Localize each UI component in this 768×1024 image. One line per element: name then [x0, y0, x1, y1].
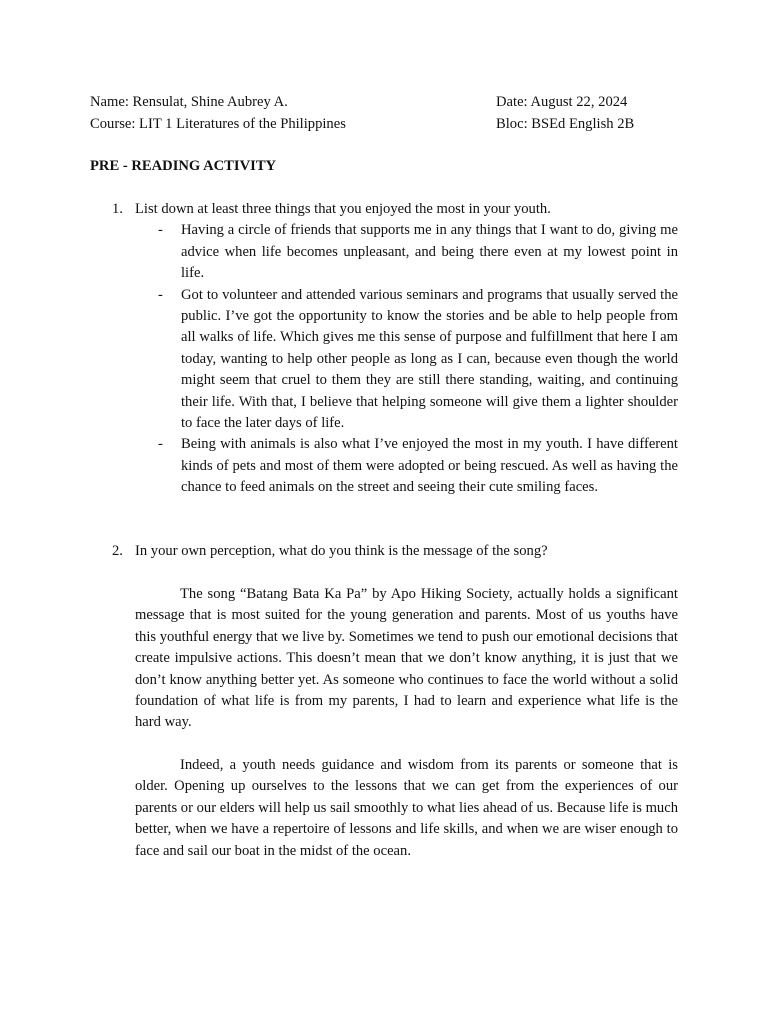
question-1-prompt [90, 199, 690, 220]
question-1-number: 1. [112, 201, 123, 217]
list-item [90, 285, 678, 435]
list-item-text: Got to volunteer and attended various seminars and programs that usually served the public. I’ve got the opportunity to know the stories and be able to help people from all walks of life. Which gives me this sense of purpose and fulfillment that here I am today, wanting to help other people as long as I can, because even though the world might seem that cruel to them they are still there standing, waiting, and continuing their life. With that, I believe that helping someone will give them a lighter shoulder to face the later days of life. [181, 286, 678, 432]
bullet-dash: - [158, 436, 163, 453]
bullet-dash: - [158, 286, 163, 303]
activity-title: PRE - READING ACTIVITY [90, 158, 277, 174]
list-item-text: Being with animals is also what I’ve enjoyed the most in my youth. I have different kinds of pets and most of them were adopted or being rescued. As well as having the chance to feed animals on the street and seeing their cute smiling faces. [181, 436, 678, 496]
question-1-text: List down at least three things that you enjoyed the most in your youth. [135, 201, 551, 217]
question-2-number: 2. [112, 543, 123, 559]
list-item [90, 220, 678, 284]
answer-2-paragraph-2: Indeed, a youth needs guidance and wisdom from its parents or someone that is older. Opening up ourselves to the lessons that we can get from the experiences of our parents or our elders will help us sail smoothly to what lies ahead of us. Because life is much better, when we have a repertoire of lessons and life skills, and when we are wiser enough to face and sail our boat in the midst of the ocean. [135, 757, 678, 859]
question-1 [90, 199, 690, 499]
header-row-1 [90, 92, 690, 114]
course-name: Course: LIT 1 Literatures of the Philippines [90, 116, 346, 132]
bloc-name: Bloc: BSEd English 2B [496, 116, 635, 132]
list-item-text: Having a circle of friends that supports me in any things that I want to do, giving me advice when life becomes unpleasant, and being there even at my lowest point in life. [181, 222, 678, 282]
bullet-dash: - [158, 222, 163, 239]
student-name: Name: Rensulat, Shine Aubrey A. [90, 94, 288, 110]
submission-date: Date: August 22, 2024 [496, 94, 628, 110]
answer-1-list [90, 220, 690, 498]
question-2 [90, 541, 690, 562]
answer-2-paragraph-1: The song “Batang Bata Ka Pa” by Apo Hiking Society, actually holds a significant message that is most suited for the young generation and parents. Most of us youths have this youthful energy that we live by. Sometimes we tend to push our emotional decisions that create impulsive actions. This doesn’t mean that we don’t know anything, it is just that we don’t know anything better yet. As someone who continues to face the world without a solid foundation of what life is from my parents, I had to learn and experience what life is the hard way. [135, 586, 678, 731]
question-2-prompt [90, 541, 690, 562]
document-header [90, 92, 690, 136]
header-row-2 [90, 114, 690, 136]
list-item [90, 434, 678, 498]
question-2-text: In your own perception, what do you think is the message of the song? [135, 543, 548, 559]
